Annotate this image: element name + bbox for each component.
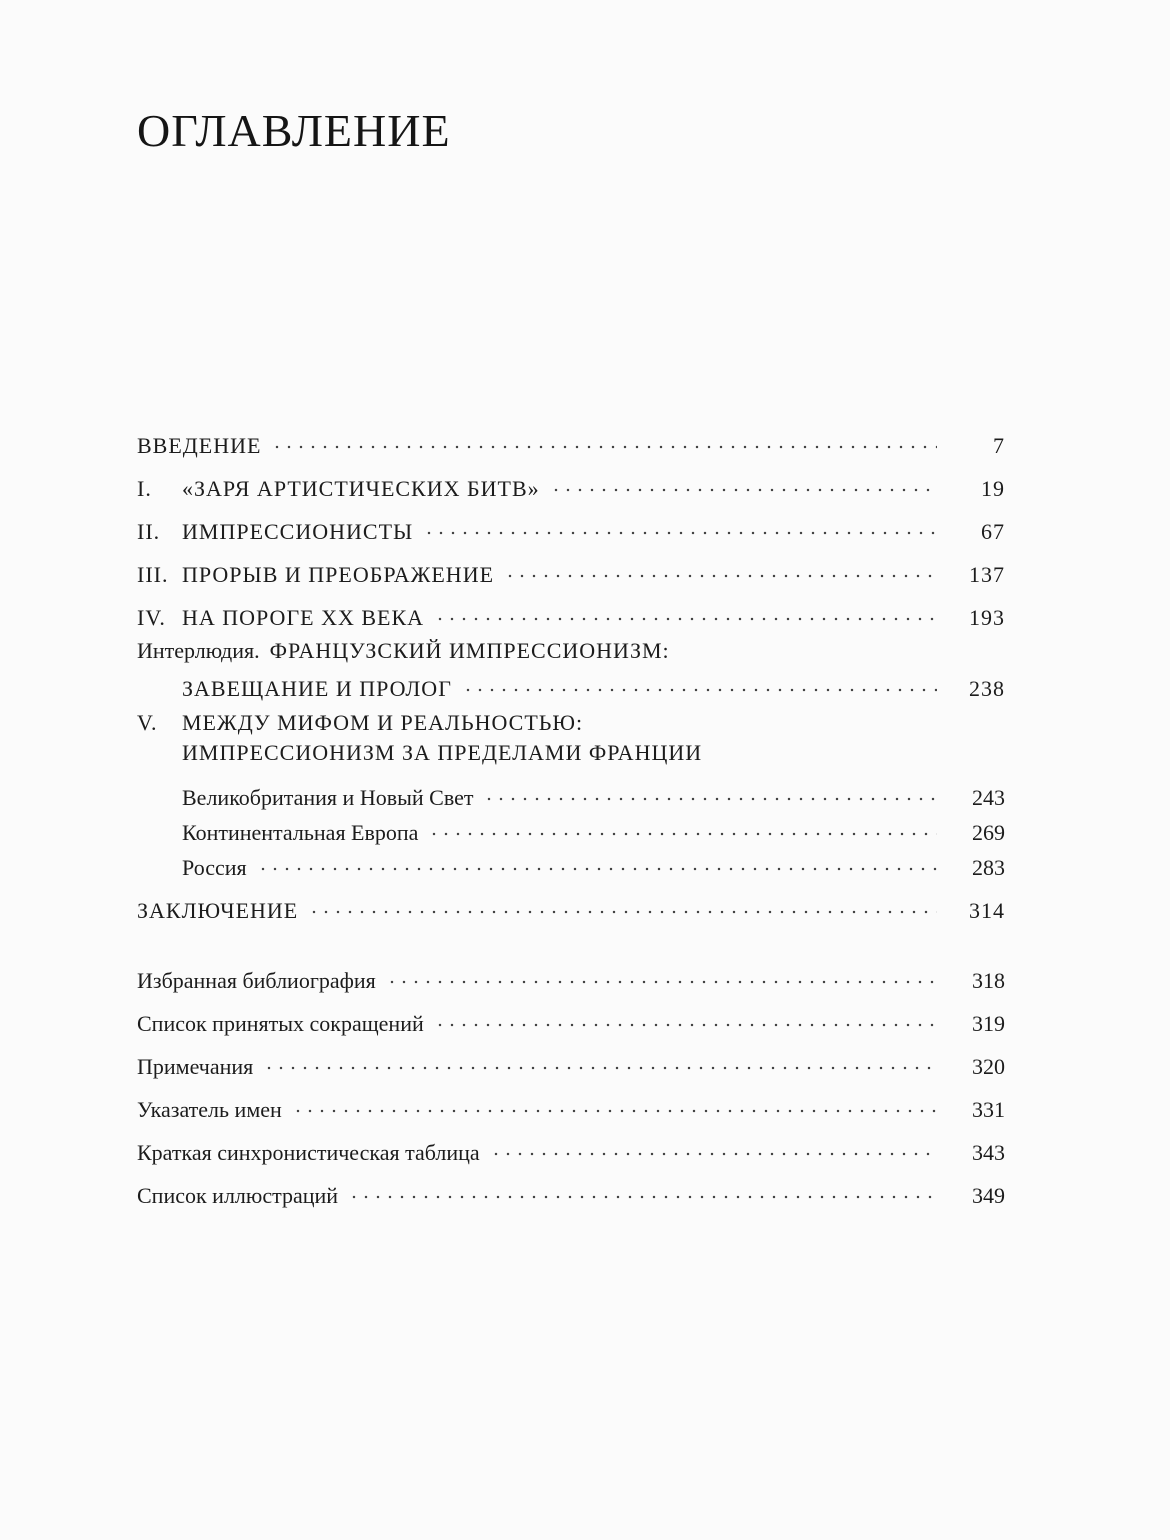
dot-leader bbox=[348, 1175, 937, 1203]
dot-leader bbox=[434, 1003, 937, 1031]
toc-entry-abbreviations[interactable] bbox=[137, 1003, 1005, 1036]
toc-entry-label: Список иллюстраций bbox=[137, 1183, 339, 1208]
toc-page-number: 320 bbox=[972, 1054, 1005, 1079]
toc-page-number: 7 bbox=[993, 433, 1005, 458]
toc-entry-label: ПРОРЫВ И ПРЕОБРАЖЕНИЕ bbox=[182, 562, 495, 587]
toc-page-number: 193 bbox=[969, 605, 1005, 630]
dot-leader bbox=[386, 960, 937, 988]
toc-entry-chapter-5[interactable] bbox=[137, 709, 1005, 737]
toc-chapter-number: II. bbox=[137, 519, 161, 544]
dot-leader bbox=[308, 890, 937, 918]
toc-page-number: 269 bbox=[972, 820, 1005, 845]
dot-leader bbox=[434, 597, 937, 625]
toc-page-number: 314 bbox=[969, 898, 1005, 923]
dot-leader bbox=[428, 812, 937, 840]
toc-entry-chapter-4[interactable] bbox=[137, 597, 1005, 630]
toc-entry-label: ИМПРЕССИОНИСТЫ bbox=[182, 519, 414, 544]
toc-entry-chapter-2[interactable] bbox=[137, 511, 1005, 544]
toc-entry-label: ВВЕДЕНИЕ bbox=[137, 433, 262, 458]
toc-page-number: 137 bbox=[969, 562, 1005, 587]
toc-page-number: 238 bbox=[969, 676, 1005, 701]
dot-leader bbox=[271, 425, 937, 453]
toc-entry-label: Список принятых сокращений bbox=[137, 1011, 424, 1036]
toc-entry-label: НА ПОРОГЕ XX ВЕКА bbox=[182, 605, 425, 630]
toc-entry-label: Континентальная Европа bbox=[182, 820, 419, 845]
toc-page-number: 343 bbox=[972, 1140, 1005, 1165]
toc-entry-bibliography[interactable] bbox=[137, 960, 1005, 993]
toc-entry-introduction[interactable] bbox=[137, 425, 1005, 458]
toc-chapter-number: V. bbox=[137, 710, 158, 735]
toc-chapter-number: IV. bbox=[137, 605, 166, 630]
toc-chapter-number: III. bbox=[137, 562, 169, 587]
toc-page-number: 283 bbox=[972, 855, 1005, 880]
toc-entry-label: Примечания bbox=[137, 1054, 254, 1079]
toc-subentry-russia[interactable] bbox=[137, 847, 1005, 880]
toc-entry-label: «ЗАРЯ АРТИСТИЧЕСКИХ БИТВ» bbox=[182, 476, 540, 501]
toc-entry-label: МЕЖДУ МИФОМ И РЕАЛЬНОСТЬЮ: bbox=[182, 710, 584, 735]
toc-page-number: 67 bbox=[981, 519, 1005, 544]
dot-leader bbox=[263, 1046, 937, 1074]
toc-subentry-continental-europe[interactable] bbox=[137, 812, 1005, 845]
toc-entry-label: ИМПРЕССИОНИЗМ ЗА ПРЕДЕЛАМИ ФРАНЦИИ bbox=[182, 740, 703, 765]
dot-leader bbox=[504, 554, 937, 582]
toc-page-number: 19 bbox=[981, 476, 1005, 501]
toc-subentry-great-britain[interactable] bbox=[137, 777, 1005, 810]
toc-page-number: 349 bbox=[972, 1183, 1005, 1208]
toc-chapter-number: I. bbox=[137, 476, 152, 501]
dot-leader bbox=[423, 511, 937, 539]
toc-entry-label: Великобритания и Новый Свет bbox=[182, 785, 474, 810]
toc-page-number: 319 bbox=[972, 1011, 1005, 1036]
toc-page-number: 243 bbox=[972, 785, 1005, 810]
toc-entry-label: Указатель имен bbox=[137, 1097, 282, 1122]
toc-entry-label: ЗАКЛЮЧЕНИЕ bbox=[137, 898, 299, 923]
toc-page-number: 318 bbox=[972, 968, 1005, 993]
dot-leader bbox=[462, 668, 937, 696]
dot-leader bbox=[257, 847, 937, 875]
toc-entry-illustrations[interactable] bbox=[137, 1175, 1005, 1208]
dot-leader bbox=[292, 1089, 937, 1117]
toc-entry-label: ЗАВЕЩАНИЕ И ПРОЛОГ bbox=[182, 676, 452, 701]
toc-entry-name-index[interactable] bbox=[137, 1089, 1005, 1122]
toc-entry-interlude[interactable] bbox=[137, 637, 1005, 665]
toc-entry-label: ФРАНЦУЗСКИЙ ИМПРЕССИОНИЗМ: bbox=[269, 638, 670, 663]
page-title: ОГЛАВЛЕНИЕ bbox=[137, 105, 451, 156]
toc-entry-conclusion[interactable] bbox=[137, 890, 1005, 923]
toc-entry-prefix: Интерлюдия. bbox=[137, 638, 260, 663]
toc-entry-chapter-1[interactable] bbox=[137, 468, 1005, 501]
toc-entry-label: Избранная библиография bbox=[137, 968, 376, 993]
toc-entry-chapter-5-continued[interactable] bbox=[137, 739, 1005, 767]
toc-entry-notes[interactable] bbox=[137, 1046, 1005, 1079]
toc-entry-interlude-continued[interactable] bbox=[137, 668, 1005, 701]
toc-entry-synchronistic-table[interactable] bbox=[137, 1132, 1005, 1165]
toc-entry-chapter-3[interactable] bbox=[137, 554, 1005, 587]
toc-entry-label: Краткая синхронистическая таблица bbox=[137, 1140, 480, 1165]
dot-leader bbox=[550, 468, 937, 496]
toc-page-number: 331 bbox=[972, 1097, 1005, 1122]
toc-entry-label: Россия bbox=[182, 855, 247, 880]
dot-leader bbox=[490, 1132, 937, 1160]
dot-leader bbox=[483, 777, 937, 805]
